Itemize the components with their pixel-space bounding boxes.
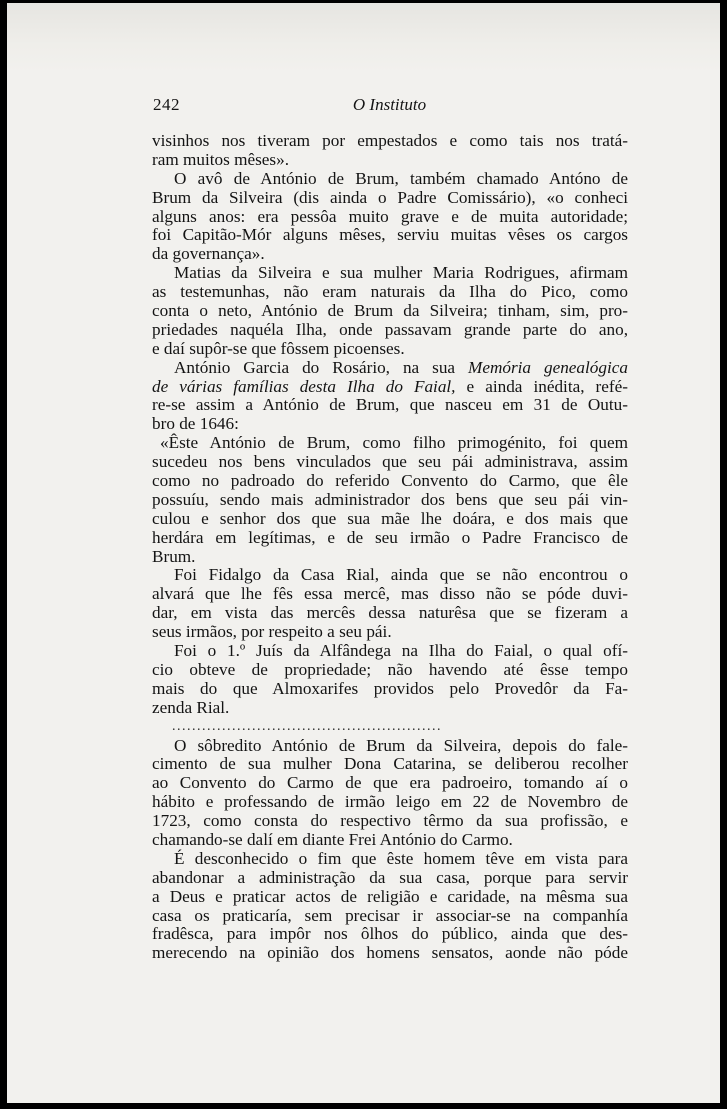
page-header [153,95,626,119]
text-line: Foi o 1.º Juís da Alfândega na Ilha do Faial, o qual ofí- [174,641,628,661]
text-line: mais do que Almoxarifes providos pelo Provedôr da Fa- [152,678,628,698]
text-line: merecendo na opinião dos homens sensatos, aonde não póde [152,943,628,963]
paper-bleed-through [7,3,720,73]
text-line: conta o neto, António de Brum da Silveira; tinham, sim, pro- [152,301,628,321]
text-line: foi Capitão-Mór alguns mêses, serviu muitas vêses os cargos [152,225,628,245]
text-line: e daí supôr-se que fôssem picoenses. [152,338,405,358]
text-line: Matias da Silveira e sua mulher Maria Rodrigues, afirmam [174,263,628,283]
text-line: «Êste António de Brum, como filho primogénito, foi quem [160,433,628,453]
text-line: O avô de António de Brum, também chamado Antóno de [174,168,628,188]
text-fragment: António Garcia do Rosário, na sua [174,357,456,377]
text-line: Brum da Silveira (dis ainda o Padre Comissário), «o conheci [152,187,628,207]
text-line: alvará que lhe fês essa mercê, mas disso não se póde duvi- [152,584,628,604]
scan-border-left [0,0,7,1109]
text-line: culou e senhor dos que sua mãe lhe doára, e dos mais que [152,508,628,528]
text-line: bro de 1646: [152,414,239,434]
text-line: as testemunhas, não eram naturais da Ilha do Pico, como [152,282,628,302]
text-line: possuíu, sendo mais administrador dos bens que seu pái vin- [152,489,628,509]
running-head: O Instituto [352,95,427,114]
text-line: chamando-se dalí em diante Frei António do Carmo. [152,829,513,849]
page-number: 242 [153,95,180,114]
text-line: dar, em vista das mercês dessa naturêsa que se fizeram a [152,603,628,623]
text-line: como no padroado do referido Convento do Carmo, que êle [152,471,628,491]
scan-border-right [720,0,727,1109]
text-line: É desconhecido o fim que êste homem têve em vista para [174,848,628,868]
scan-border-bottom [0,1103,727,1109]
text-line: Foi Fidalgo da Casa Rial, ainda que se não encontrou o [174,565,628,585]
text-line [152,359,628,378]
text-line: herdára em legítimas, e de seu irmão o Padre Francisco de [152,527,628,547]
text-line: ao Convento do Carmo de que era padroeiro, tomando aí o [152,773,628,793]
italic-title-fragment: Memória genealógica [468,357,628,377]
text-line: zenda Rial. [152,697,230,717]
text-line: casa os praticaría, sem precisar ir associar-se na companhía [152,905,628,925]
text-line: O sôbredito António de Brum da Silveira, depois do fale- [174,735,628,755]
text-line: priedades naquéla Ilha, onde passavam grande parte do ano, [152,319,628,339]
ellipsis-separator: ...................................................... [172,718,442,734]
text-line: 1723, como consta do respectivo têrmo da sua profissão, e [152,811,628,831]
body-text [152,132,628,963]
text-line: ram muitos mêses». [152,149,290,169]
text-line: cio obteve de propriedade; não havendo até êsse tempo [152,659,628,679]
text-line [152,378,628,397]
text-fragment: e ainda inédita, refé- [466,376,628,396]
text-line: a Deus e praticar actos de religião e caridade, na mêsma sua [152,886,628,906]
text-line: cimento de sua mulher Dona Catarina, se deliberou recolher [152,754,628,774]
text-line: alguns anos: era pessôa muito grave e de muita autoridade; [152,206,628,226]
text-line: re-se assim a António de Brum, que nasceu em 31 de Outu- [152,395,628,415]
text-line: hábito e professando de irmão leigo em 22 de Novembro de [152,792,628,812]
text-line: Brum. [152,546,196,566]
text-line: seus irmãos, por respeito a seu pái. [152,622,392,642]
text-line: sucedeu nos bens vinculados que seu pái administrava, assim [152,452,628,472]
text-line: visinhos nos tiveram por empestados e como tais nos tratá- [152,131,628,150]
italic-title-fragment: de várias famílias desta Ilha do Faial, [152,376,456,396]
text-line: abandonar a administração da sua casa, porque para servir [152,867,628,887]
text-line: da governança». [152,244,265,264]
text-line: fradêsca, para impôr nos ôlhos do público, ainda que des- [152,924,628,944]
